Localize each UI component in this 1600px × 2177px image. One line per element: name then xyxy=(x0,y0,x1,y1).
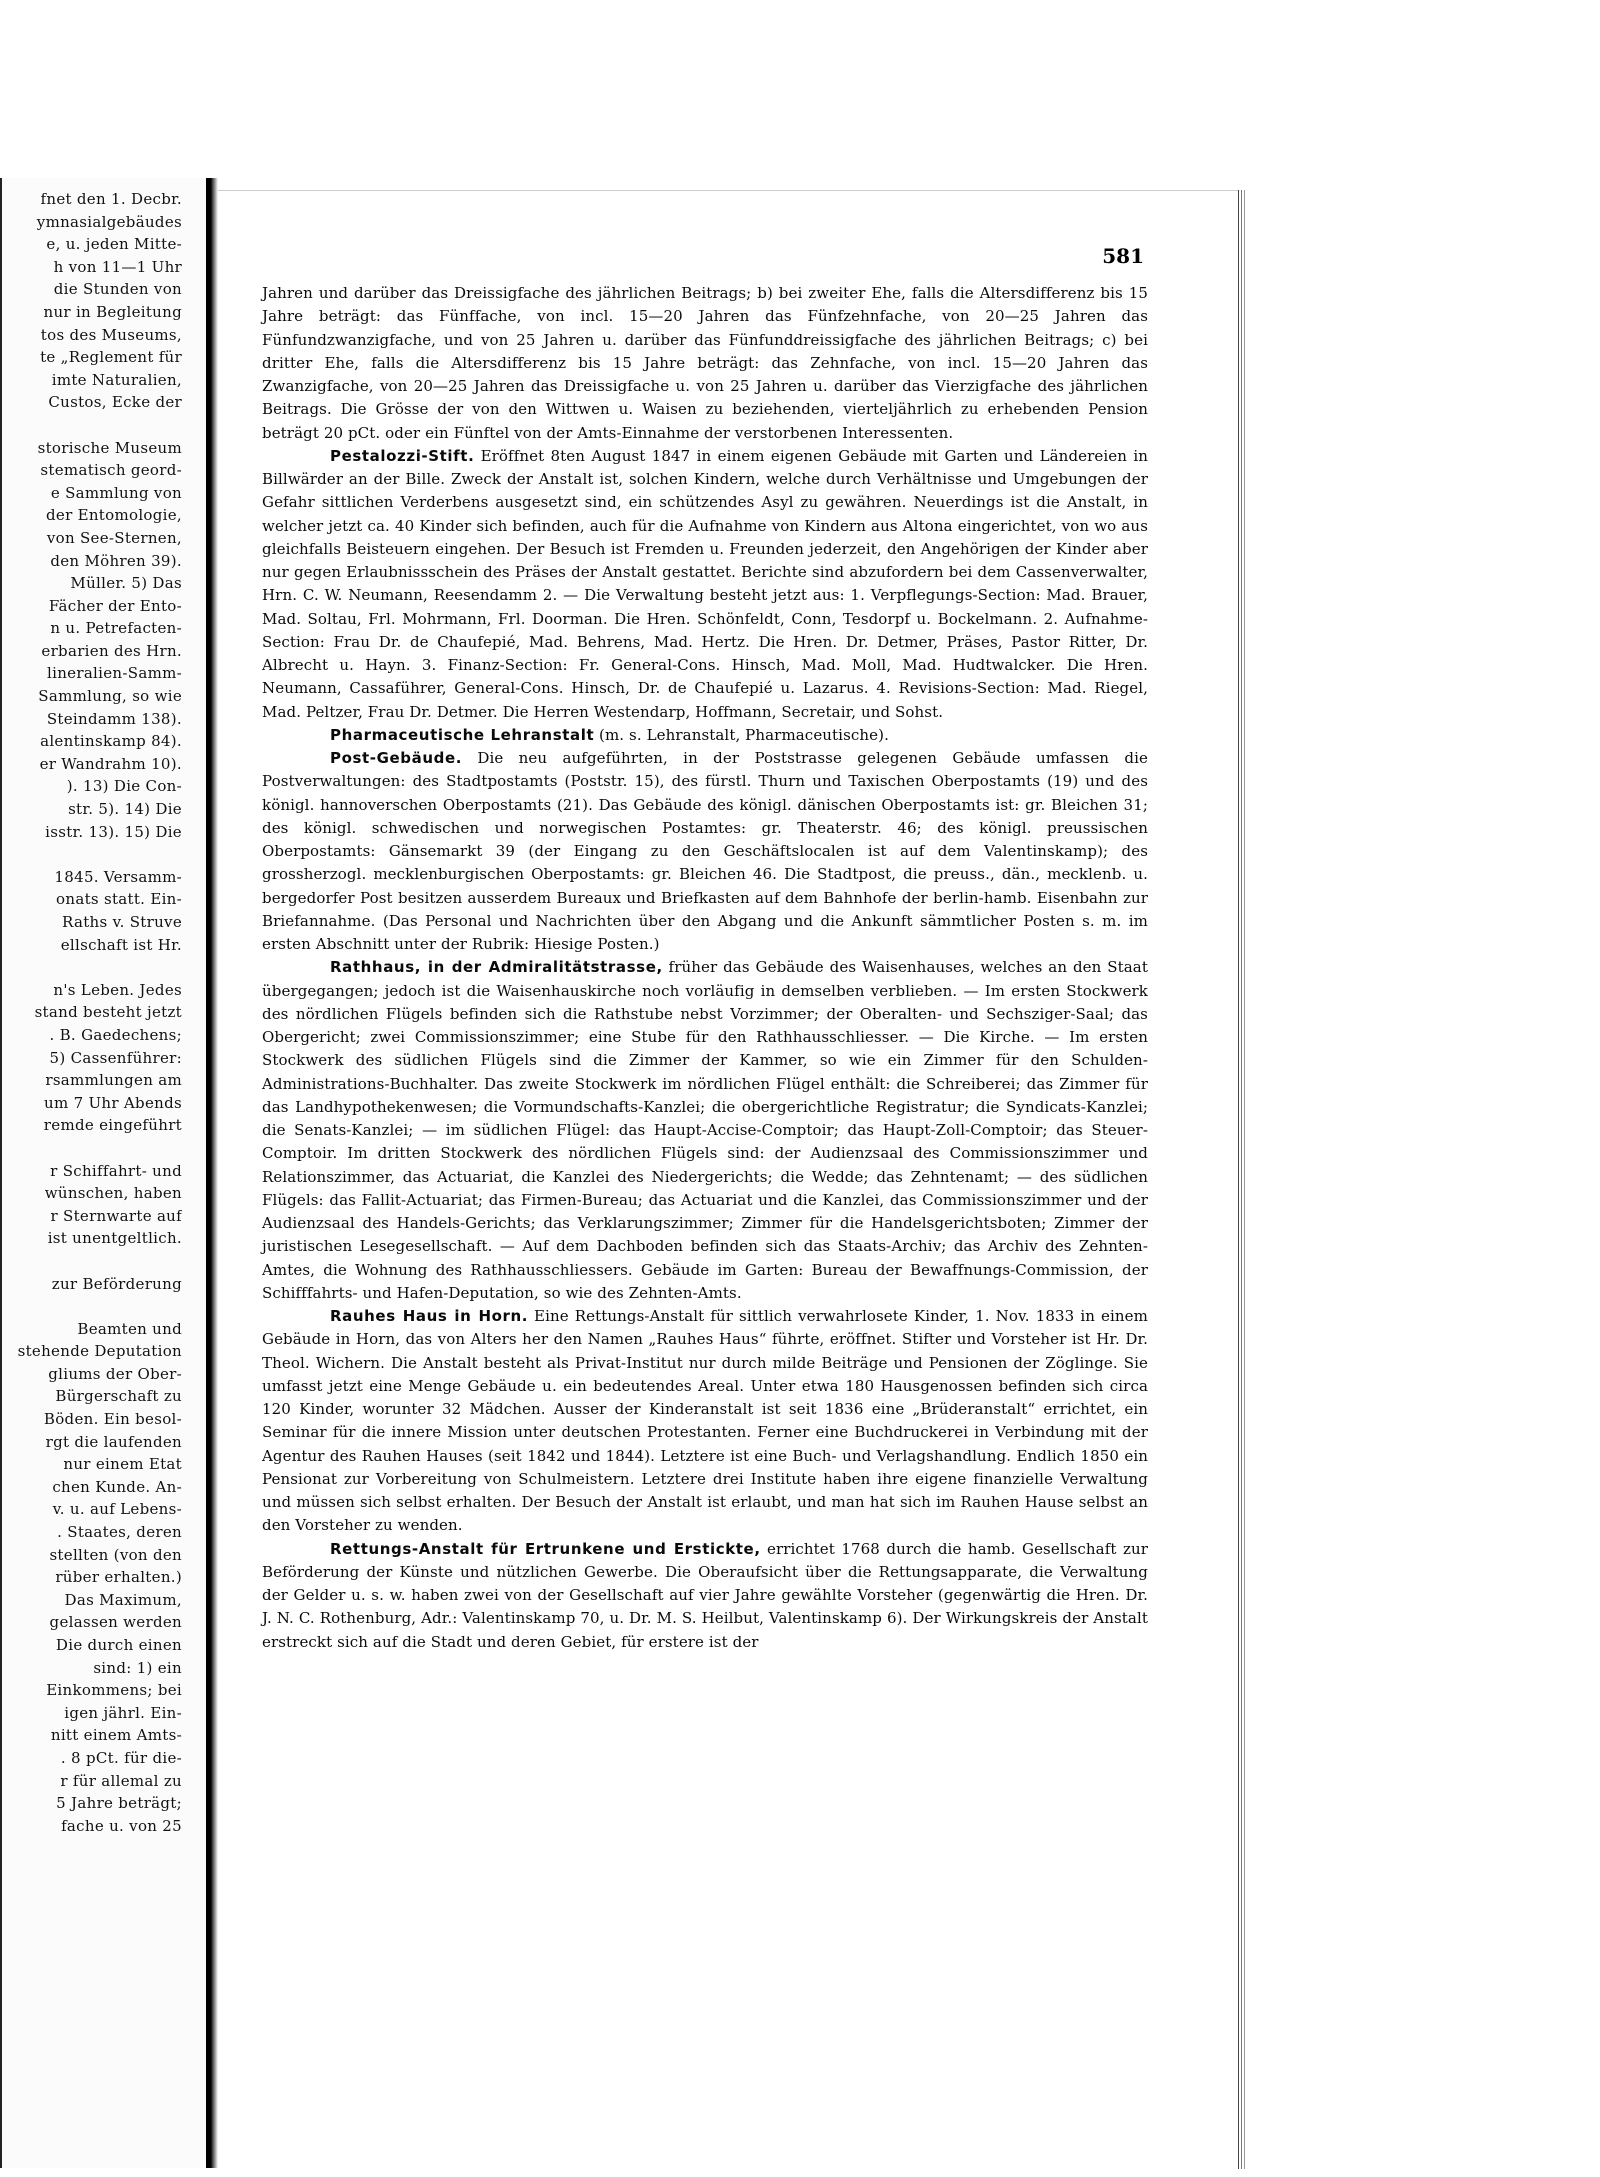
previous-page-line: nitt einem Amts- xyxy=(50,1726,182,1745)
previous-page-line: storische Museum xyxy=(37,438,182,457)
previous-page-line: . 8 pCt. für die- xyxy=(60,1748,182,1767)
previous-page-line: die Stunden von xyxy=(53,280,182,299)
previous-page-line: r für allemal zu xyxy=(60,1771,182,1790)
previous-page-line: zur Beförderung xyxy=(51,1274,182,1293)
previous-page-line: Müller. 5) Das xyxy=(70,574,182,593)
entry-text: Jahren und darüber das Dreissigfache des jährlichen Beitrags; b) bei zweiter Ehe, falls die Altersdifferenz bis 15 Jahre beträgt: das Fünffache, von incl. 15—20 Jahren das Fünfzehnfache, von 20—25 Jahren das Fünfundzwanzigfache, und von 25 Jahren u. darüber das Fünfunddreissigfache des jährlichen Beitrags; c) bei dritter Ehe, falls die Altersdifferenz bis 15 Jahre beträgt: das Zehnfache, von incl. 15—20 Jahren das Zwanzigfache, von 20—25 Jahren das Dreissigfache u. von 25 Jahren u. darüber das Vierzigfache des jährlichen Beitrags. Die Grösse der von den Wittwen u. Waisen zu beziehenden, vierteljährlich zu erhebenden Pension beträgt 20 pCt. oder ein Fünftel von der Amts-Einnahme der verstorbenen Interessenten. xyxy=(262,284,1148,442)
previous-page-line: Böden. Ein besol- xyxy=(43,1410,182,1429)
previous-page-line: 1845. Versamm- xyxy=(54,867,182,886)
entry-text: Die neu aufgeführten, in der Poststrasse gelegenen Gebäude umfassen die Postverwaltungen: des Stadtpostamts (Poststr. 15), des fürstl. Thurn und Taxischen Oberpostamts (19) und des königl. hannoverschen Oberpostamts (21). Das Gebäude des königl. dänischen Oberpostamts ist: gr. Bleichen 31; des königl. schwedischen und norwegischen Postamtes: gr. Theaterstr. 46; des königl. preussischen Oberpostamts: Gänsemarkt 39 (der Eingang zu den Geschäftslocalen ist auf dem Valentinskamp); des grossherzogl. mecklenburgischen Oberpostamts: gr. Bleichen 46. Die Stadtpost, die preuss., dän., mecklenb. u. bergedorfer Post besitzen ausserdem Bureaux und Briefkasten auf dem Bahnhofe der berlin-hamb. Eisenbahn zur Briefannahme. (Das Personal und Nachrichten über den Abgang und die Ankunft sämmtlicher Posten s. m. im ersten Abschnitt unter der Rubrik: Hiesige Posten.) xyxy=(262,749,1148,953)
previous-page-line: . B. Gaedechens; xyxy=(49,1025,182,1044)
previous-page-line: tos des Museums, xyxy=(40,325,182,344)
previous-page-line: n u. Petrefacten- xyxy=(50,619,182,638)
previous-page-line: v. u. auf Lebens- xyxy=(52,1500,182,1519)
previous-page-fragment xyxy=(0,178,206,2168)
previous-page-line xyxy=(0,843,182,866)
previous-page-line: r Sternwarte auf xyxy=(50,1206,182,1225)
previous-page-line: den Möhren 39). xyxy=(50,551,182,570)
previous-page-line: rüber erhalten.) xyxy=(55,1568,182,1587)
previous-page-line: nur einem Etat xyxy=(63,1455,182,1474)
entry-text: Eine Rettungs-Anstalt für sittlich verwahrlosete Kinder, 1. Nov. 1833 in einem Gebäude in Horn, das von Alters her den Namen „Rauhes Haus“ führte, eröffnet. Stifter und Vorsteher ist Hr. Dr. Theol. Wichern. Die Anstalt besteht als Privat-Institut nur durch milde Beiträge und Pensionen der Zöglinge. Sie umfasst jetzt eine Menge Gebäude u. ein bedeutendes Areal. Unter etwa 180 Hausgenossen befinden sich circa 120 Kinder, worunter 32 Mädchen. Ausser der Kinderanstalt ist seit 1836 eine „Brüderanstalt“ errichtet, ein Seminar für die innere Mission unter deutschen Protestanten. Ferner eine Buchdruckerei in Verbindung mit der Agentur des Rauhen Hauses (seit 1842 und 1844). Letztere ist eine Buch- und Verlagshandlung. Endlich 1850 ein Pensionat zur Vorbereitung von Schulmeistern. Letztere drei Institute haben ihre eigene finanzielle Verwaltung und müssen sich selbst erhalten. Der Besuch der Anstalt ist erlaubt, und man hat sich im Rauhen Hause selbst an den Vorsteher zu wenden. xyxy=(262,1307,1148,1535)
article-entry xyxy=(262,1305,1148,1538)
entry-heading: Pestalozzi-Stift. xyxy=(330,446,475,465)
previous-page-line: 5) Cassenführer: xyxy=(49,1048,182,1067)
previous-page-line: Steindamm 138). xyxy=(46,709,182,728)
previous-page-line: n's Leben. Jedes xyxy=(53,980,182,999)
previous-page-line: ymnasialgebäudes xyxy=(36,212,182,231)
article-entry xyxy=(262,724,1148,747)
previous-page-line xyxy=(0,414,182,437)
previous-page-line: gliums der Ober- xyxy=(48,1364,182,1383)
previous-page-line: lineralien-Samm- xyxy=(47,664,182,683)
previous-page-line: erbarien des Hrn. xyxy=(41,641,182,660)
previous-page-line: Sammlung, so wie xyxy=(38,687,182,706)
article-entry xyxy=(262,1538,1148,1654)
previous-page-line: r Schiffahrt- und xyxy=(50,1161,182,1180)
previous-page-line: str. 5). 14) Die xyxy=(68,800,182,819)
previous-page-line: Einkommens; bei xyxy=(46,1681,182,1700)
left-page-edge xyxy=(0,178,2,2168)
previous-page-line: wünschen, haben xyxy=(44,1184,182,1203)
previous-page-line: Fächer der Ento- xyxy=(48,596,182,615)
previous-page-line: von See-Sternen, xyxy=(46,528,182,547)
previous-page-line: Raths v. Struve xyxy=(62,913,182,931)
previous-page-line: Custos, Ecke der xyxy=(48,393,182,412)
previous-page-line: alentinskamp 84). xyxy=(40,732,182,751)
entry-text: früher das Gebäude des Waisenhauses, welches an den Staat übergegangen; jedoch ist die Waisenhauskirche noch vorläufig in demselben verblieben. — Im ersten Stockwerk des nördlichen Flügels befinden sich die Rathstube nebst Vorzimmer; der Oberalten- und Sechsziger-Saal; das Obergericht; zwei Commissionszimmer; eine Stube für den Rathhausschliesser. — Die Kirche. — Im ersten Stockwerk des südlichen Flügels sind die Zimmer der Kammer, so wie ein Zimmer für den Schulden-Administrations-Buchhalter. Das zweite Stockwerk im nördlichen Flügel enthält: die Schreiberei; das Zimmer für das Landhypothekenwesen; die Vormundschafts-Kanzlei; die obergerichtliche Registratur; die Syndicats-Kanzlei; die Senats-Kanzlei; — im südlichen Flügel: das Haupt-Accise-Comptoir; das Haupt-Zoll-Comptoir; das Steuer-Comptoir. Im dritten Stockwerk des nördlichen Flügels sind: der Audienzsaal des Commissionszimmer und Relationszimmer, das Actuariat, die Kanzlei des Niedergerichts; die Wedde; das Zehntenamt; — des südlichen Flügels: das Fallit-Actuariat; das Firmen-Bureau; das Actuariat und die Kanzlei, das Commissionszimmer und der Audienzsaal des Handels-Gerichts; das Verklarungszimmer; Zimmer für die Handelsgerichtsboten; Zimmer der juristischen Lesegesellschaft. — Auf dem Dachboden befinden sich das Staats-Archiv; das Archiv des Zehnten-Amtes, die Wohnung des Rathhausschliessers. Gebäude im Garten: Bureau der Bewaffnungs-Commission, der Schifffahrts- und Hafen-Deputation, so wie des Zehnten-Amts. xyxy=(262,958,1148,1302)
previous-page-text xyxy=(0,188,182,1837)
previous-page-line: sind: 1) ein xyxy=(93,1658,182,1677)
entry-text: Eröffnet 8ten August 1847 in einem eigenen Gebäude mit Garten und Ländereien in Billwärder an der Bille. Zweck der Anstalt ist, solchen Kindern, welche durch Verhältnisse und Umgebungen der Gefahr sittlichen Verderbens ausgesetzt sind, ein schützendes Asyl zu gewähren. Neuerdings ist die Anstalt, in welcher jetzt ca. 40 Kinder sich befinden, auch für die Aufnahme von Kindern aus Altona eingerichtet, von wo aus gleichfalls Beisteuern eingehen. Der Besuch ist Fremden u. Freunden jederzeit, den Angehörigen der Kinder aber nur gegen Erlaubnissschein des Präses der Anstalt gestattet. Berichte sind abzufordern bei dem Cassenverwalter, Hrn. C. W. Neumann, Reesendamm 2. — Die Verwaltung besteht jetzt aus: 1. Verpflegungs-Section: Mad. Brauer, Mad. Soltau, Frl. Mohrmann, Frl. Doorman. Die Hren. Schönfeldt, Conn, Tesdorpf u. Bockelmann. 2. Aufnahme-Section: Frau Dr. de Chaufepié, Mad. Behrens, Mad. Hertz. Die Hren. Dr. Detmer, Präses, Pastor Ritter, Dr. Albrecht u. Hayn. 3. Finanz-Section: Fr. General-Cons. Hinsch, Mad. Moll, Mad. Hudtwalcker. Die Hren. Neumann, Cassaführer, General-Cons. Hinsch, Dr. de Chaufepié u. Lazarus. 4. Revisions-Section: Mad. Riegel, Mad. Peltzer, Frau Dr. Detmer. Die Herren Westendarp, Hoffmann, Secretair, und Sohst. xyxy=(262,446,1148,721)
previous-page-line: rsammlungen am xyxy=(45,1071,182,1090)
previous-page-line: nur in Begleitung xyxy=(43,302,182,321)
previous-page-line: imte Naturalien, xyxy=(51,370,182,389)
previous-page-line: um 7 Uhr Abends xyxy=(44,1093,182,1112)
previous-page-line: Bürgerschaft zu xyxy=(55,1387,182,1406)
entry-heading: Rettungs-Anstalt für Ertrunkene und Erstickte, xyxy=(330,1539,761,1558)
previous-page-line: chen Kunde. An- xyxy=(52,1477,182,1496)
entry-heading: Rauhes Haus in Horn. xyxy=(330,1307,529,1325)
previous-page-line: der Entomologie, xyxy=(45,506,182,525)
previous-page-line: Beamten und xyxy=(77,1319,182,1338)
entry-heading: Post-Gebäude. xyxy=(330,749,463,767)
previous-page-line: isstr. 13). 15) Die xyxy=(45,822,182,841)
previous-page-line: onats statt. Ein- xyxy=(56,890,182,909)
previous-page-line: igen jährl. Ein- xyxy=(64,1703,182,1722)
previous-page-line: ist unentgeltlich. xyxy=(47,1229,182,1248)
article-entry xyxy=(262,747,1148,956)
previous-page-line xyxy=(0,1250,182,1273)
previous-page-line: rgt die laufenden xyxy=(45,1432,182,1451)
previous-page-line: Das Maximum, xyxy=(64,1590,182,1609)
previous-page-line: ). 13) Die Con- xyxy=(66,777,182,796)
previous-page-line xyxy=(0,956,182,979)
previous-page-line: e, u. jeden Mitte- xyxy=(46,235,182,254)
previous-page-line: . Staates, deren xyxy=(57,1523,182,1542)
page-body-text xyxy=(262,282,1148,1654)
previous-page-line: h von 11—1 Uhr xyxy=(53,257,182,276)
previous-page-line xyxy=(0,1137,182,1160)
previous-page-line: Die durch einen xyxy=(55,1636,182,1654)
entry-text: (m. s. Lehranstalt, Pharmaceutische). xyxy=(599,725,889,744)
page-number: 581 xyxy=(1102,244,1144,268)
previous-page-line: gelassen werden xyxy=(49,1613,182,1632)
previous-page-line: stematisch geord- xyxy=(40,461,182,480)
previous-page-line: stehende Deputation xyxy=(17,1342,182,1361)
article-entry xyxy=(262,956,1148,1305)
entry-heading: Rathhaus, in der Admiralitätstrasse, xyxy=(330,958,663,977)
previous-page-line: stellten (von den xyxy=(49,1545,182,1564)
book-gutter xyxy=(206,178,218,2168)
previous-page-line: te „Reglement für xyxy=(40,348,182,367)
previous-page-line: ellschaft ist Hr. xyxy=(60,935,182,954)
entry-text: errichtet 1768 durch die hamb. Gesellschaft zur Beförderung der Künste und nützlichen Gewerbe. Die Oberaufsicht über die Rettungsapparate, die Verwaltung der Gelder u. s. w. haben zwei von der Gesellschaft auf vier Jahre gewählte Vorsteher (gegenwärtig die Hren. Dr. J. N. C. Rothenburg, Adr.: Valentinskamp 70, u. Dr. M. S. Heilbut, Valentinskamp 6). Der Wirkungskreis der Anstalt erstreckt sich auf die Stadt und deren Gebiet, für erstere ist der xyxy=(262,1539,1148,1651)
previous-page-line: fache u. von 25 xyxy=(61,1816,182,1835)
previous-page-line: 5 Jahre beträgt; xyxy=(56,1794,182,1813)
previous-page-line: stand besteht jetzt xyxy=(34,1003,182,1022)
previous-page-line: remde eingeführt xyxy=(43,1116,182,1135)
previous-page-line xyxy=(0,1295,182,1318)
article-entry xyxy=(262,445,1148,724)
previous-page-line: fnet den 1. Decbr. xyxy=(40,190,182,208)
article-entry xyxy=(262,282,1148,445)
previous-page-line: e Sammlung von xyxy=(50,483,182,502)
previous-page-line: er Wandrahm 10). xyxy=(39,754,182,773)
entry-heading: Pharmaceutische Lehranstalt xyxy=(330,725,595,744)
